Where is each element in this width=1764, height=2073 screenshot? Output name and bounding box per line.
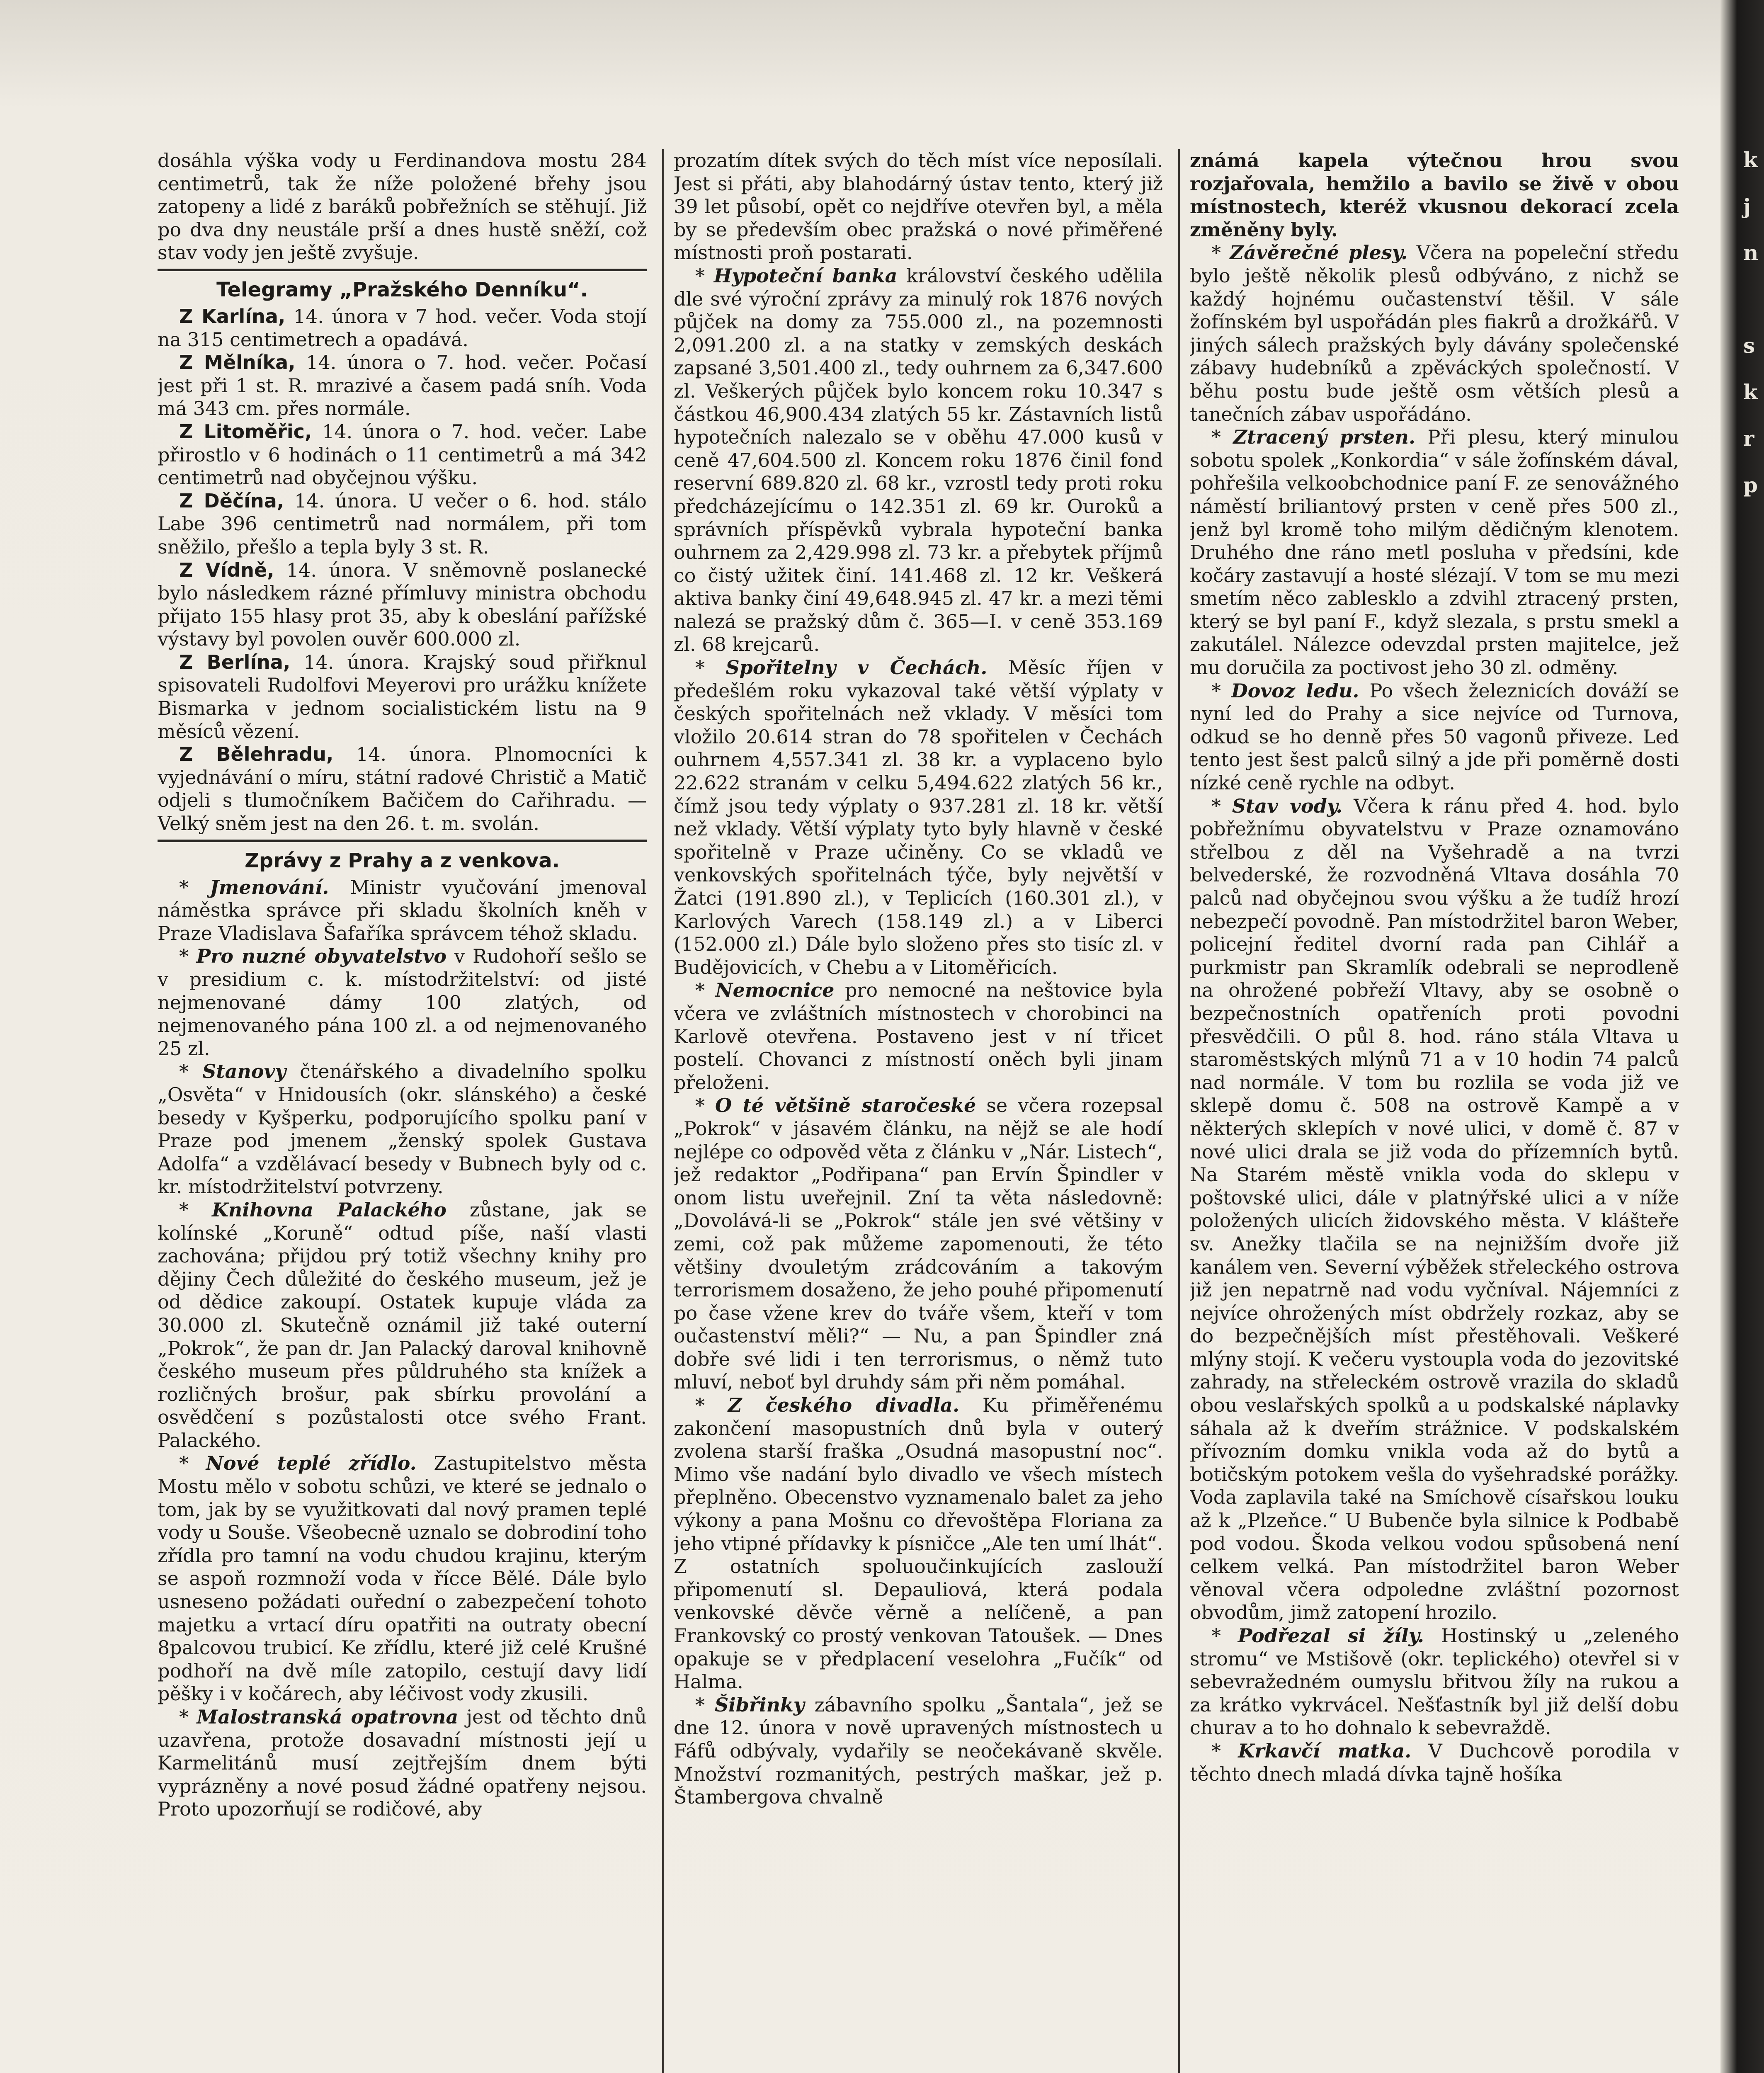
telegram-place: Z Mělníka, xyxy=(179,351,296,374)
news-text: jest od těchto dnů uzavřena, protože dosavadní místnosti její u Karmelitánů musí zejtřejším dnem býti vyprázněny a nové posud žádné opatřeny nejsou. Proto upozorňují se rodičové, aby xyxy=(158,1706,647,1821)
news-lead: Krkavčí matka. xyxy=(1238,1739,1412,1762)
news-text: Hostinský u „zeleného stromu“ ve Mstišově (okr. teplického) otevřel si v sebevražedném oumyslu břitvou žíly na rukou a za krátko vykrvácel. Nešťastník byl již delší dobu churav a to ho dohnalo k sebevraždě. xyxy=(1190,1624,1679,1739)
news-text: Po všech železnicích dováží se nyní led do Prahy a sice nejvíce od Turnova, odkud se ho denně přes 50 vagonů přiveze. Led tento jest šest palců silný a jde při poměrně dosti nízké ceně rychle na odbyt. xyxy=(1190,679,1679,794)
news-lead: Malostranská opatrovna xyxy=(197,1706,459,1728)
telegram-place: Z Děčína, xyxy=(179,489,284,512)
article-continuation: prozatím dítek svých do těch míst více neposílali. Jest si přáti, aby blahodárný ústav tento, který již 39 let působí, opět co nejdříve otevřen byl, a měla by se především obec pražská o nové přiměřené místnosti proň postarati. xyxy=(674,149,1163,264)
news-text: Ku přiměřenému zakončení masopustních dnů byla v outerý zvolena starší fraška „Osudná masopustní noc“. Mimo vše nadání bylo divadlo ve všech místech přeplněno. Obecenstvo vyznamenalo balet za jeho výkony a pana Mošnu co dřevoštěpa Floriana za jeho vtipné přídavky k písničce „Ale ten umí lhát“. Z ostatních spoluoučinkujících zaslouží připomenutí sl. Depauliová, která podala venkovské děvče věrně a nelíčeně, a pan Frankovský co prostý venkovan Tatoušek. — Dnes opakuje se v předplacení veselohra „Fučík“ od Halma. xyxy=(674,1394,1163,1693)
news-item: * Spořitelny v Čechách. Měsíc říjen v předešlém roku vykazoval také větší výplaty v českých spořitelnách než vklady. V měsíci tom vložilo 20.614 stran do 78 spořitelen v Čechách ouhrnem 4,557.341 zl. 38 kr. a vyplaceno bylo 22.622 stranám v celku 5,494.622 zlatých 56 kr., čímž jsou tedy výplaty o 937.281 zl. 18 kr. větší než vklady. Větší výplaty tyto byly hlavně v české spořitelně v Praze učiněny. Co se vkladů ve venkovských spořitelnách týče, byly největší v Žatci (191.890 zl.), v Teplicích (160.301 zl.), v Karlových Varech (158.149 zl.) a v Liberci (152.000 zl.) Dále bylo složeno přes sto tisíc zl. v Budějovicích, v Chebu a v Litoměřicích. xyxy=(674,656,1163,978)
news-lead: Ztracený prsten. xyxy=(1233,426,1415,449)
news-lead: Knihovna Palackého xyxy=(211,1198,446,1221)
news-lead: Z českého divadla. xyxy=(728,1394,959,1417)
adjacent-page-letters xyxy=(1743,137,1760,508)
news-lead: Stanovy xyxy=(202,1060,286,1083)
column-divider xyxy=(1178,149,1180,2073)
news-lead: Závěrečné plesy. xyxy=(1230,241,1408,264)
news-lead: Dovoz ledu. xyxy=(1231,679,1359,702)
news-item: * Nemocnice pro nemocné na neštovice byla včera ve zvláštních místnostech v chorobinci na Karlově otevřena. Postaveno jest v ní třicet postelí. Chovanci z místností oněch byli jinam přeloženi. xyxy=(674,979,1163,1094)
news-lead: Nemocnice xyxy=(715,979,835,1002)
telegram-item xyxy=(158,351,647,420)
news-lead: Nové teplé zřídlo. xyxy=(206,1452,417,1475)
telegram-item xyxy=(158,651,647,743)
telegram-place: Z Bělehradu, xyxy=(179,743,334,766)
news-text: se včera rozepsal „Pokrok“ v jásavém článku, na nějž se ale hodí nejlépe co odpověd věta z článku v „Nár. Listech“, jež redaktor „Podřipana“ pan Ervín Špindler v onom listu uveřejnil. Zní ta věta následovně: „Dovolává-li se „Pokrok“ stále jen své většiny v zemi, což pak můžeme zapomenouti, že této většiny dvouletým zrádcováním a takovým terrorismem dosaženo, že jeho pouhé připomenutí po čase vžene krev do tváře všem, kteří v tom oučastenství měli?“ — Nu, a pan Špindler zná dobře své lidi i ten terrorismus, o němž tuto mluví, neboť byl druhdy sám při něm pomáhal. xyxy=(674,1094,1163,1393)
news-text: Zastupitelstvo města Mostu mělo v sobotu schůzi, ve které se jednalo o tom, jak by se využitkovati dal nový pramen teplé vody u Souše. Všeobecně uznalo se dobrodiní toho zřídla pro tamní na vodu chudou krajinu, kterým se aspoň rozmnoží voda v řícce Bělé. Dále bylo usneseno požádati ouřední o zabezpečení tohoto majetku a vrtací díru opatřiti na outraty obecní 8palcovou trubicí. Ke zřídlu, které již celé Krušné podhoří na dvě míle zatopilo, cestují davy lidí pěšky i v kočárech, aby léčivost vody zkusili. xyxy=(158,1452,647,1705)
telegram-text: 14. února o 7. hod. večer. Počasí jest při 1 st. R. mrazivé a časem padá sníh. Voda má 343 cm. přes normále. xyxy=(158,351,647,420)
telegram-item xyxy=(158,305,647,351)
news-item: * Jmenování. Ministr vyučování jmenoval náměstka správce při skladu školních kněh v Praze Vladislava Šafaříka správcem téhož skladu. xyxy=(158,876,647,944)
edge-letter: s xyxy=(1743,333,1755,358)
news-text: Měsíc říjen v předešlém roku vykazoval také větší výplaty v českých spořitelnách než vklady. V měsíci tom vložilo 20.614 stran do 78 spořitelen v Čechách ouhrnem 4,557.341 zl. 38 kr. a vyplaceno bylo 22.622 stranám v celku 5,494.622 zlatých 56 kr., čímž jsou tedy výplaty o 937.281 zl. 18 kr. větší než vklady. Větší výplaty tyto byly hlavně v české spořitelně v Praze učiněny. Co se vkladů ve venkovských spořitelnách týče, byly největší v Žatci (191.890 zl.), v Teplicích (160.301 zl.), v Karlových Varech (158.149 zl.) a v Liberci (152.000 zl.) Dále bylo složeno přes sto tisíc zl. v Budějovicích, v Chebu a v Litoměřicích. xyxy=(674,656,1163,978)
news-lead: Pro nuzné obyvatelstvo xyxy=(196,945,447,968)
telegram-place: Z Litoměřic, xyxy=(179,420,312,443)
news-item: * Dovoz ledu. Po všech železnicích dováží se nyní led do Prahy a sice nejvíce od Turnova, odkud se ho denně přes 50 vagonů přiveze. Led tento jest šest palců silný a jde při poměrně dosti nízké ceně rychle na odbyt. xyxy=(1190,679,1679,794)
news-item: * O té většině staročeské se včera rozepsal „Pokrok“ v jásavém článku, na nějž se ale hodí nejlépe co odpověd věta z článku v „Nár. Listech“, jež redaktor „Podřipana“ pan Ervín Špindler v onom listu uveřejnil. Zní ta věta následovně: „Dovolává-li se „Pokrok“ stále jen své většiny v zemi, což pak můžeme zapomenouti, že této většiny dvouletým zrádcováním a takovým terrorismem dosaženo, že jeho pouhé připomenutí po čase vžene krev do tváře všem, kteří v tom oučastenství měli?“ — Nu, a pan Špindler zná dobře své lidi i ten terrorismus, o němž tuto mluví, neboť byl druhdy sám při něm pomáhal. xyxy=(674,1094,1163,1393)
telegram-text: 14. února. Plnomocníci k vyjednávání o míru, státní radové Christič a Matič odjeli s tlumočníkem Bačičem do Cařihradu. — Velký sněm jest na den 26. t. m. svolán. xyxy=(158,743,647,835)
news-text: zábavního spolku „Šantala“, jež se dne 12. února v nově upravených místnostech u Fáfů odbývaly, vydařily se neočekávaně skvěle. Množství rozmanitých, pestrých maškar, jež p. Štambergova chvalně xyxy=(674,1693,1163,1808)
column-divider xyxy=(662,149,664,2073)
edge-letter: k xyxy=(1743,380,1758,404)
section-heading-news: Zprávy z Prahy a z venkova. xyxy=(245,849,560,872)
news-item: * Stav vody. Včera k ránu před 4. hod. bylo pobřežnímu obyvatelstvu v Praze oznamováno střelbou z děl na Vyšehradě a na tvrzi belvederské, že rozvodněná Vltava dosáhla 70 palců nad obyčejnou svou výšku a že tudíž hrozí nebezpečí povodně. Pan místodržitel baron Weber, policejní ředitel dvorní rada pan Cihlář a purkmistr pan Skramlík odebrali se neprodleně na ohrožené pobřeží Vltavy, aby se osobně o bezpečnostních opatřeních proti povodni přesvědčili. O půl 8. hod. ráno stála Vltava u staroměstských mlýnů 71 a v 10 hodin 74 palců nad normále. V tom bu rozlila se voda již ve sklepě domu č. 508 na ostrově Kampě a v některých sklepích v nové ulici, v domě č. 87 v nové ulici drala se již voda do přízemních bytů. Na Starém městě vnikla voda do sklepu v poštovské ulici, dále v platnýřské ulici a v níže položených ulicích židovského města. V klášteře sv. Anežky tlačila se na nejnižším dvoře již kanálem ven. Severní výběžek střeleckého ostrova již jen nepatrně nad vodu vyčníval. Nájemníci z nejvíce ohrožených míst obdržely rozkaz, aby se do bezpečnějších míst přestěhovali. Veškeré mlýny stojí. K večeru vystoupla voda do jezovitské zahrady, na střeleckém ostrově vrazila do skladů obou veslařských spolků a u podskalské náplavky sáhala až k dveřím strážnice. V podskalském přívozním domku vnikla voda až do bytů a botičským potokem vešla do vyšehradské porážky. Voda zaplavila také na Smíchově císařskou louku až k „Plzeňce.“ U Bubenče byla silnice k Podbabě pod vodou. Škoda velkou vodou spůsobená není celkem velká. Pan místodržitel baron Weber věnoval včera odpoledne zvláštní pozornost obvodům, jimž zatopení hrozilo. xyxy=(1190,794,1679,1624)
telegram-item xyxy=(158,743,647,835)
news-item: * Stanovy čtenářského a divadelního spolku „Osvěta“ v Hnidousích (okr. slánského) a české besedy v Kyšperku, podporujícího spolku paní v Praze pod jmenem „ženský spolek Gustava Adolfa“ a vzdělávací besedy v Bubnech byly od c. kr. místodržitelství potvrzeny. xyxy=(158,1060,647,1198)
telegram-item xyxy=(158,420,647,490)
news-item: * Nové teplé zřídlo. Zastupitelstvo města Mostu mělo v sobotu schůzi, ve které se jednalo o tom, jak by se využitkovati dal nový pramen teplé vody u Souše. Všeobecně uznalo se dobrodiní toho zřídla pro tamní na vodu chudou krajinu, kterým se aspoň rozmnoží voda v řícce Bělé. Dále bylo usneseno požádati ouřední o zabezpečení tohoto majetku a vrtací díru opatřiti na outraty obecní 8palcovou trubicí. Ke zřídlu, které již celé Krušné podhoří na dvě míle zatopilo, cestují davy lidí pěšky i v kočárech, aby léčivost vody zkusili. xyxy=(158,1452,647,1705)
telegram-text: 14. února. U večer o 6. hod. stálo Labe 396 centimetrů nad normálem, při tom sněžilo, přešlo a tepla byly 3 st. R. xyxy=(158,489,647,558)
news-text: Včera k ránu před 4. hod. bylo pobřežnímu obyvatelstvu v Praze oznamováno střelbou z děl na Vyšehradě a na tvrzi belvederské, že rozvodněná Vltava dosáhla 70 palců nad obyčejnou svou výšku a že tudíž hrozí nebezpečí povodně. Pan místodržitel baron Weber, policejní ředitel dvorní rada pan Cihlář a purkmistr pan Skramlík odebrali se neprodleně na ohrožené pobřeží Vltavy, aby se osobně o bezpečnostních opatřeních proti povodni přesvědčili. O půl 8. hod. ráno stála Vltava u staroměstských mlýnů 71 a v 10 hodin 74 palců nad normále. V tom bu rozlila se voda již ve sklepě domu č. 508 na ostrově Kampě a v některých sklepích v nové ulici, v domě č. 87 v nové ulici drala se již voda do přízemních bytů. Na Starém městě vnikla voda do sklepu v poštovské ulici, dále v platnýřské ulici a v níže položených ulicích židovského města. V klášteře sv. Anežky tlačila se na nejnižším dvoře již kanálem ven. Severní výběžek střeleckého ostrova již jen nepatrně nad vodu vyčníval. Nájemníci z nejvíce ohrožených míst obdržely rozkaz, aby se do bezpečnějších míst přestěhovali. Veškeré mlýny stojí. K večeru vystoupla voda do jezovitské zahrady, na střeleckém ostrově vrazila do skladů obou veslařských spolků a u podskalské náplavky sáhala až k dveřím strážnice. V podskalském přívozním domku vnikla voda až do bytů a botičským potokem vešla do vyšehradské porážky. Voda zaplavila také na Smíchově císařskou louku až k „Plzeňce.“ U Bubenče byla silnice k Podbabě pod vodou. Škoda velkou vodou spůsobená není celkem velká. Pan místodržitel baron Weber věnoval včera odpoledne zvláštní pozornost obvodům, jimž zatopení hrozilo. xyxy=(1190,794,1679,1624)
news-text: království českého udělila dle své výroční zprávy za minulý rok 1876 nových půjček na domy za 755.000 zl., na pozemnosti 2,091.200 zl. a na statky v zemských deskách zapsané 3,501.400 zl., tedy ouhrnem za 6,347.600 zl. Veškerých půjček bylo koncem roku 10.347 s částkou 46,900.434 zlatých 55 kr. Zástavních listů hypotečních nalezalo se v oběhu 47.000 kusů v ceně 47,604.500 zl. Koncem roku 1876 činil fond reservní 689.820 zl. 68 kr., vzrostl tedy proti roku předcházejícímu o 142.351 zl. 69 kr. Ouroků a správních příspěvků vybrala hypoteční banka ouhrnem za 2,429.998 zl. 73 kr. a přebytek příjmů co čistý užitek činí. 141.468 zl. 12 kr. Veškerá aktiva banky činí 49,648.945 zl. 47 kr. a mezi těmi nalezá se pražský dům č. 365—I. v ceně 353.169 zl. 68 krejcarů. xyxy=(674,264,1163,656)
telegram-text: 14. února v 7 hod. večer. Voda stojí na 315 centimetrech a opadává. xyxy=(158,305,647,351)
news-text: čtenářského a divadelního spolku „Osvěta“ v Hnidousích (okr. slánského) a české besedy v Kyšperku, podporujícího spolku paní v Praze pod jmenem „ženský spolek Gustava Adolfa“ a vzdělávací besedy v Bubnech byly od c. kr. místodržitelství potvrzeny. xyxy=(158,1060,647,1198)
article-continuation: dosáhla výška vody u Ferdinandova mostu 284 centimetrů, tak že níže položené břehy jsou zatopeny a lidé z baráků pobřežních se stěhují. Již po dva dny neustále prší a dnes hustě sněží, což stav vody jen ještě zvyšuje. xyxy=(158,149,647,264)
news-lead: Stav vody. xyxy=(1232,794,1343,817)
news-item: * Pro nuzné obyvatelstvo v Rudohoří sešlo se v presidium c. k. místodržitelství: od jisté nejmenované dámy 100 zlatých, od nejmenovaného pána 100 zl. a od nejmenovaného 25 zl. xyxy=(158,945,647,1060)
telegram-place: Z Berlína, xyxy=(179,651,291,673)
news-lead: O té většině staročeské xyxy=(715,1094,976,1117)
edge-letter xyxy=(1743,276,1760,323)
news-item: * Ztracený prsten. Při plesu, který minulou sobotu spolek „Konkordia“ v sále žofínském dával, pohřešila velkoobchodnice paní F. ze senovážného náměstí briliantový prsten v ceně přes 500 zl., jenž byl kromě toho milým dědičným klenotem. Druhého dne ráno metl posluha v předsíni, kde kočáry zastavují a hosté slézají. V tom se mu mezi smetím něco zablesklo a zdvihl ztracený prsten, který se byl paní F., když slezala, s prstu smekl a zakutálel. Nálezce odevzdal prsten majitelce, jež mu doručila za poctivost jeho 30 zl. odměny. xyxy=(1190,426,1679,679)
news-lead: Spořitelny v Čechách. xyxy=(725,656,988,679)
news-lead: Podřezal si žíly. xyxy=(1237,1624,1424,1647)
news-text: pro nemocné na neštovice byla včera ve zvláštních místnostech v chorobinci na Karlově otevřena. Postaveno jest v ní třicet postelí. Chovanci z místností oněch byli jinam přeloženi. xyxy=(674,979,1163,1094)
news-item: * Malostranská opatrovna jest od těchto dnů uzavřena, protože dosavadní místnosti její u Karmelitánů musí zejtřejším dnem býti vyprázněny a nové posud žádné opatřeny nejsou. Proto upozorňují se rodičové, aby xyxy=(158,1706,647,1821)
edge-letter: k xyxy=(1743,148,1758,172)
news-lead: Jmenování. xyxy=(210,876,329,898)
newspaper-column-2 xyxy=(674,149,1163,2073)
telegram-item xyxy=(158,490,647,559)
news-item: * Krkavčí matka. V Duchcově porodila v těchto dnech mladá dívka tajně hošíka xyxy=(1190,1739,1679,1785)
telegram-text: 14. února. V sněmovně poslanecké bylo následkem rázné přímluvy ministra obchodu přijato 155 hlasy prot 35, aby k obeslání pařížské výstavy byl povolen ouvěr 600.000 zl. xyxy=(158,558,647,651)
section-rule xyxy=(158,840,647,842)
news-text: Ministr vyučování jmenoval náměstka správce při skladu školních kněh v Praze Vladislava Šafaříka správcem téhož skladu. xyxy=(158,876,647,944)
section-rule xyxy=(158,269,647,271)
news-item: * Knihovna Palackého zůstane, jak se kolínské „Koruně“ odtud píše, naší vlasti zachována; přijdou prý totiž všechny knihy pro dějiny Čech důležité do českého museum, jež je od dědice zakoupí. Ostatek kupuje vláda za 30.000 zl. Skutečně oznámil již také outerní „Pokrok“, že pan dr. Jan Palacký daroval knihovně českého museum přes půldruhého sta knížek a rozličných brošur, pak sbírku provolání a osvědčení s pozůstalosti otce svého Frant. Palackého. xyxy=(158,1198,647,1452)
news-lead: Šibřinky xyxy=(715,1693,805,1716)
news-item: * Hypoteční banka království českého udělila dle své výroční zprávy za minulý rok 1876 nových půjček na domy za 755.000 zl., na pozemnosti 2,091.200 zl. a na statky v zemských deskách zapsané 3,501.400 zl., tedy ouhrnem za 6,347.600 zl. Veškerých půjček bylo koncem roku 10.347 s částkou 46,900.434 zlatých 55 kr. Zástavních listů hypotečních nalezalo se v oběhu 47.000 kusů v ceně 47,604.500 zl. Koncem roku 1876 činil fond reservní 689.820 zl. 68 kr., vzrostl tedy proti roku předcházejícímu o 142.351 zl. 69 kr. Ouroků a správních příspěvků vybrala hypoteční banka ouhrnem za 2,429.998 zl. 73 kr. a přebytek příjmů co čistý užitek činí. 141.468 zl. 12 kr. Veškerá aktiva banky činí 49,648.945 zl. 47 kr. a mezi těmi nalezá se pražský dům č. 365—I. v ceně 353.169 zl. 68 krejcarů. xyxy=(674,264,1163,656)
edge-letter: j xyxy=(1743,194,1751,218)
telegram-place: Z Karlína, xyxy=(179,305,286,328)
article-continuation: známá kapela výtečnou hrou svou rozjařovala, hemžilo a bavilo se živě v obou místnostech, kteréž vkusnou dekorací zcela změněny byly. xyxy=(1190,149,1679,241)
news-item: * Z českého divadla. Ku přiměřenému zakončení masopustních dnů byla v outerý zvolena starší fraška „Osudná masopustní noc“. Mimo vše nadání bylo divadlo ve všech místech přeplněno. Obecenstvo vyznamenalo balet za jeho výkony a pana Mošnu co dřevoštěpa Floriana za jeho vtipné přídavky k písničce „Ale ten umí lhát“. Z ostatních spoluoučinkujících zaslouží připomenutí sl. Depauliová, která podala venkovské děvče věrně a nelíčeně, a pan Frankovský co prostý venkovan Tatoušek. — Dnes opakuje se v předplacení veselohra „Fučík“ od Halma. xyxy=(674,1394,1163,1693)
telegram-text: 14. února. Krajský soud přiřknul spisovateli Rudolfovi Meyerovi pro urážku knížete Bismarka v jednom socialistickém listu na 9 měsíců vězení. xyxy=(158,651,647,743)
news-text: V Duchcově porodila v těchto dnech mladá dívka tajně hošíka xyxy=(1190,1739,1679,1785)
edge-letter: n xyxy=(1743,240,1759,265)
news-text: zůstane, jak se kolínské „Koruně“ odtud píše, naší vlasti zachována; přijdou prý totiž všechny knihy pro dějiny Čech důležité do českého museum, jež je od dědice zakoupí. Ostatek kupuje vláda za 30.000 zl. Skutečně oznámil již také outerní „Pokrok“, že pan dr. Jan Palacký daroval knihovně českého museum přes půldruhého sta knížek a rozličných brošur, pak sbírku provolání a osvědčení s pozůstalosti otce svého Frant. Palackého. xyxy=(158,1198,647,1452)
news-item: * Podřezal si žíly. Hostinský u „zeleného stromu“ ve Mstišově (okr. teplického) otevřel si v sebevražedném oumyslu břitvou žíly na rukou a za krátko vykrvácel. Nešťastník byl již delší dobu churav a to ho dohnalo k sebevraždě. xyxy=(1190,1624,1679,1739)
section-heading-telegrams: Telegramy „Pražského Denníku“. xyxy=(216,278,588,301)
newspaper-column-3 xyxy=(1190,149,1679,2073)
telegram-item xyxy=(158,559,647,651)
telegram-place: Z Vídně, xyxy=(179,558,274,581)
edge-letter: r xyxy=(1743,426,1754,451)
telegram-text: 14. února o 7. hod. večer. Labe přirostlo v 6 hodinách o 11 centimetrů a má 342 centimetrů nad obyčejnou výšku. xyxy=(158,420,647,489)
newspaper-column-1 xyxy=(158,149,647,2073)
news-text: Včera na popeleční středu bylo ještě několik plesů odbýváno, z nichž se každý hojnému oučastenství těšil. V sále žofínském byl uspořádán ples fiakrů a drožkářů. V jiných sálech pražských byly dávány společenské zábavy hudebníků a zpěváckých společností. V běhu postu bude ještě osm větších plesů a tanečních zábav uspořádáno. xyxy=(1190,241,1679,425)
news-text: v Rudohoří sešlo se v presidium c. k. místodržitelství: od jisté nejmenované dámy 100 zlatých, od nejmenovaného pána 100 zl. a od nejmenovaného 25 zl. xyxy=(158,945,647,1060)
news-text: Při plesu, který minulou sobotu spolek „Konkordia“ v sále žofínském dával, pohřešila velkoobchodnice paní F. ze senovážného náměstí briliantový prsten v ceně přes 500 zl., jenž byl kromě toho milým dědičným klenotem. Druhého dne ráno metl posluha v předsíni, kde kočáry zastavují a hosté slézají. V tom se mu mezi smetím něco zablesklo a zdvihl ztracený prsten, který se byl paní F., když slezala, s prstu smekl a zakutálel. Nálezce odevzdal prsten majitelce, jež mu doručila za poctivost jeho 30 zl. odměny. xyxy=(1190,426,1679,679)
news-lead: Hypoteční banka xyxy=(713,264,898,287)
news-item: * Závěrečné plesy. Včera na popeleční středu bylo ještě několik plesů odbýváno, z nichž se každý hojnému oučastenství těšil. V sále žofínském byl uspořádán ples fiakrů a drožkářů. V jiných sálech pražských byly dávány společenské zábavy hudebníků a zpěváckých společností. V běhu postu bude ještě osm větších plesů a tanečních zábav uspořádáno. xyxy=(1190,241,1679,425)
news-item: * Šibřinky zábavního spolku „Šantala“, jež se dne 12. února v nově upravených místnostech u Fáfů odbývaly, vydařily se neočekávaně skvěle. Množství rozmanitých, pestrých maškar, jež p. Štambergova chvalně xyxy=(674,1693,1163,1808)
edge-letter: p xyxy=(1743,473,1758,497)
